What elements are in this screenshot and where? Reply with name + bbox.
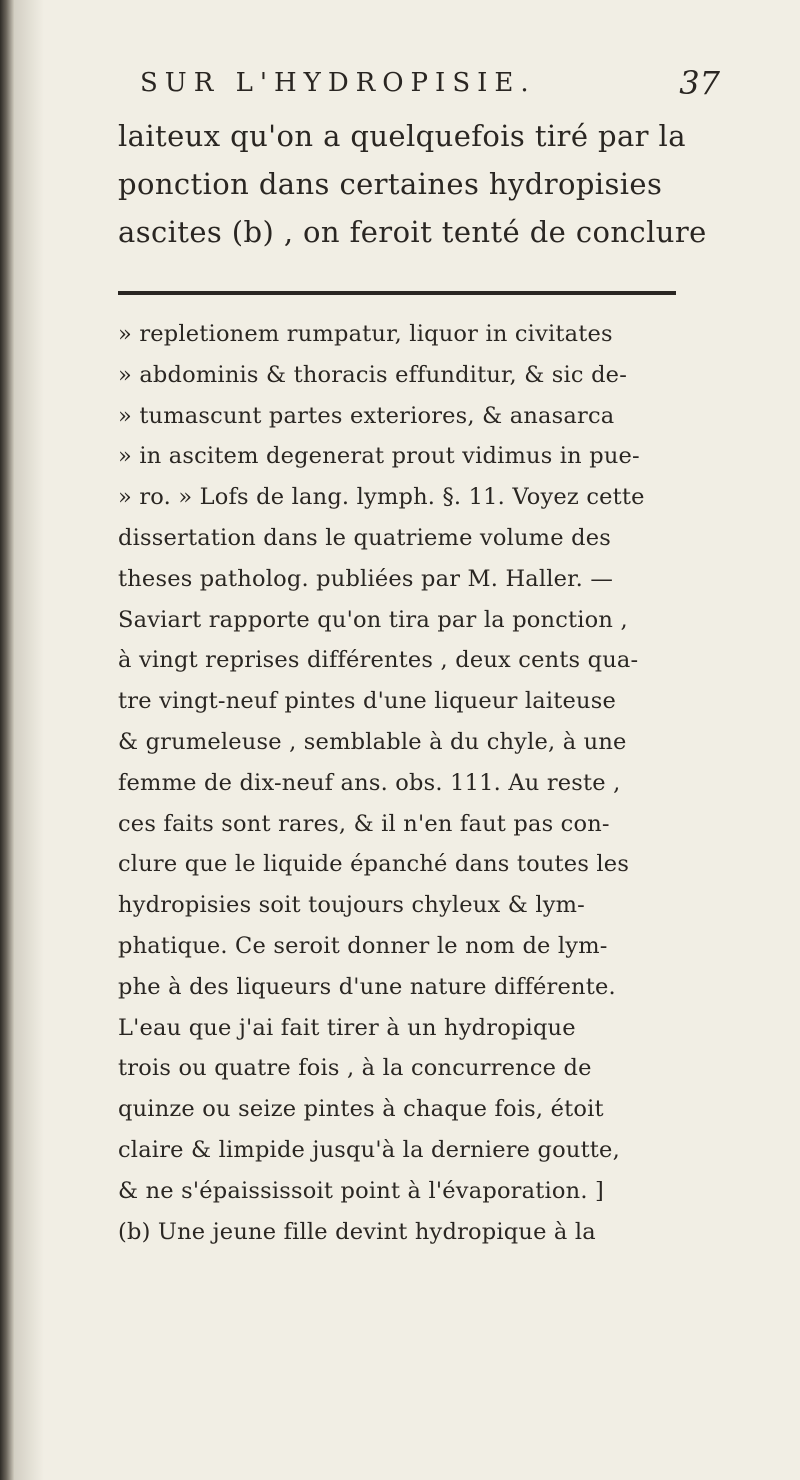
footnote-line: » in ascitem degenerat prout vidimus in pue- <box>118 443 640 470</box>
footnotes-block <box>118 314 758 1252</box>
text-line: ponction dans certaines hydropisies <box>118 167 663 201</box>
footnote-line: & ne s'épaississoit point à l'évaporation. ] <box>118 1177 605 1204</box>
footnote-line: » repletionem rumpatur, liquor in civitates <box>118 321 613 347</box>
text-line: ascites (b) , on feroit tenté de conclure <box>118 215 707 249</box>
running-head: SUR L'HYDROPISIE. <box>140 68 536 98</box>
footnote-line: Saviart rapporte qu'on tira par la ponction , <box>118 606 628 633</box>
footnote-line: phatique. Ce seroit donner le nom de lym- <box>118 932 608 959</box>
footnote-line: quinze ou seize pintes à chaque fois, étoit <box>118 1096 604 1123</box>
gutter-shading <box>14 0 44 1480</box>
page-header <box>140 64 720 108</box>
text-line: laiteux qu'on a quelquefois tiré par la <box>118 119 686 153</box>
main-text-block <box>118 112 758 256</box>
footnote-separator-rule <box>118 291 676 295</box>
footnote-line: hydropisies soit toujours chyleux & lym- <box>118 892 585 919</box>
footnote-line: (b) Une jeune fille devint hydropique à la <box>118 1218 596 1245</box>
footnote-line: claire & limpide jusqu'à la derniere goutte, <box>118 1136 620 1163</box>
footnote-line: trois ou quatre fois , à la concurrence de <box>118 1055 592 1082</box>
footnote-line: L'eau que j'ai fait tirer à un hydropique <box>118 1014 576 1041</box>
page-number: 37 <box>679 64 720 102</box>
footnote-line: theses patholog. publiées par M. Haller. — <box>118 565 614 592</box>
footnote-line: à vingt reprises différentes , deux cents qua- <box>118 647 639 674</box>
footnote-line: » abdominis & thoracis effunditur, & sic de- <box>118 361 627 388</box>
footnote-line: dissertation dans le quatrieme volume des <box>118 524 611 551</box>
footnote-line: ces faits sont rares, & il n'en faut pas con- <box>118 810 610 837</box>
footnote-line: femme de dix-neuf ans. obs. 111. Au reste , <box>118 769 621 796</box>
footnote-line: clure que le liquide épanché dans toutes les <box>118 851 630 878</box>
book-spine-shadow <box>0 0 14 1480</box>
footnote-line: » tumascunt partes exteriores, & anasarca <box>118 402 615 429</box>
footnote-line: tre vingt-neuf pintes d'une liqueur laiteuse <box>118 688 616 715</box>
footnote-line: phe à des liqueurs d'une nature différente. <box>118 973 616 1000</box>
footnote-line: » ro. » Lofs de lang. lymph. §. 11. Voyez cette <box>118 484 645 511</box>
footnote-line: & grumeleuse , semblable à du chyle, à une <box>118 728 627 755</box>
